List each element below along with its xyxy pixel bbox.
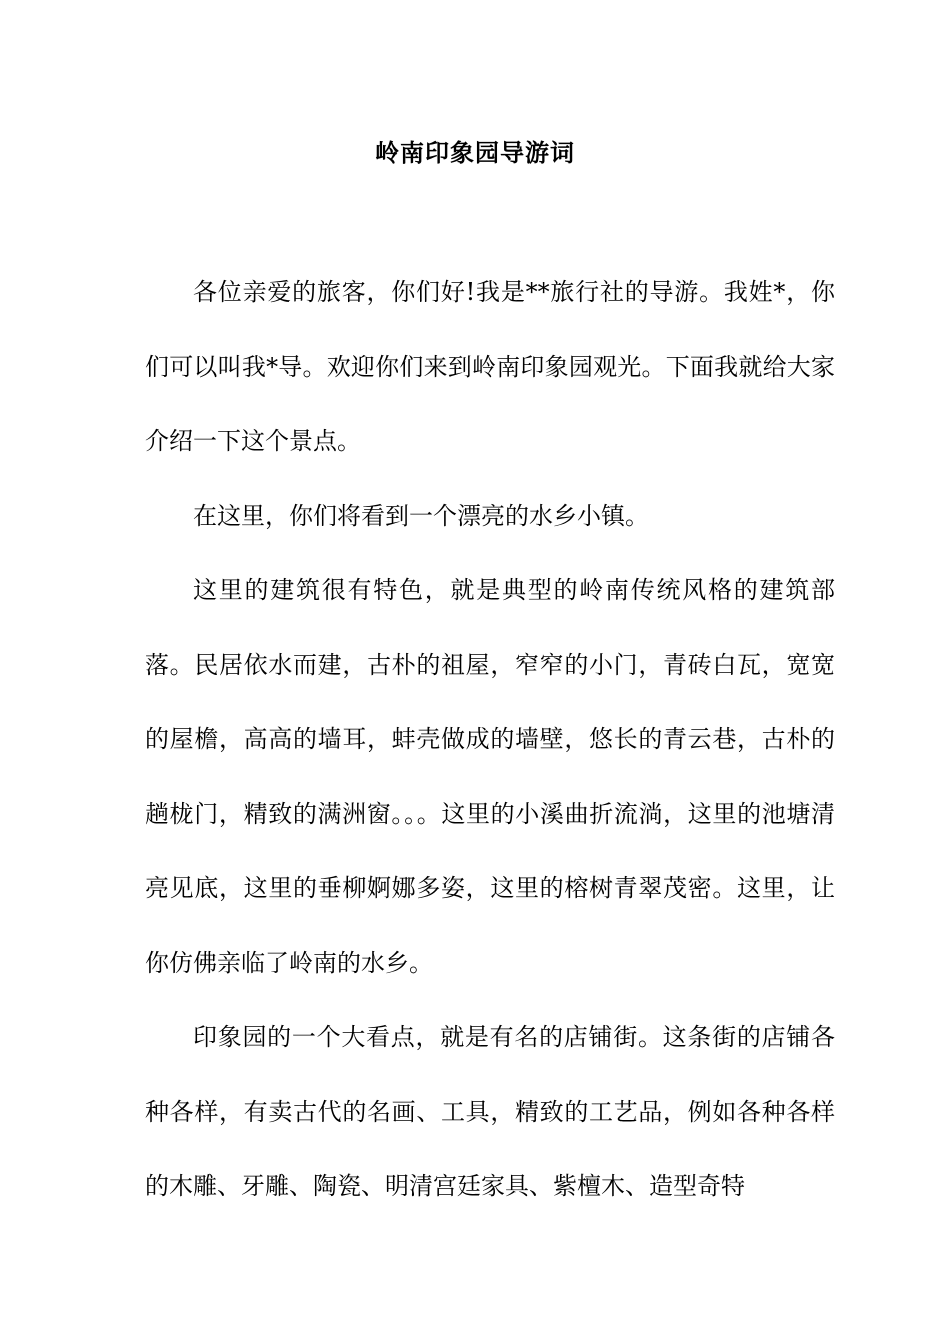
document-body (145, 255, 835, 1224)
paragraph-shop-street: 印象园的一个大看点，就是有名的店铺街。这条街的店铺各种各样，有卖古代的名画、工具，精致的工艺品，例如各种各样的木雕、牙雕、陶瓷、明清宫廷家具、紫檀木、造型奇特 (145, 1023, 835, 1200)
paragraph-architecture: 这里的建筑很有特色，就是典型的岭南传统风格的建筑部落。民居依水而建，古朴的祖屋，窄窄的小门，青砖白瓦，宽宽的屋檐，高高的墙耳，蚌壳做成的墙壁，悠长的青云巷，古朴的趟栊门，精致的满洲窗。。。这里的小溪曲折流淌，这里的池塘清亮见底，这里的垂柳婀娜多姿，这里的榕树青翠茂密。这里，让你仿佛亲临了岭南的水乡。 (145, 576, 835, 977)
document-title: 岭南印象园导游词 (375, 138, 575, 167)
paragraph-water-town: 在这里，你们将看到一个漂亮的水乡小镇。 (193, 501, 649, 530)
paragraph-greeting: 各位亲爱的旅客，你们好!我是**旅行社的导游。我姓*，你们可以叫我*导。欢迎你们来到岭南印象园观光。下面我就给大家介绍一下这个景点。 (145, 278, 835, 455)
